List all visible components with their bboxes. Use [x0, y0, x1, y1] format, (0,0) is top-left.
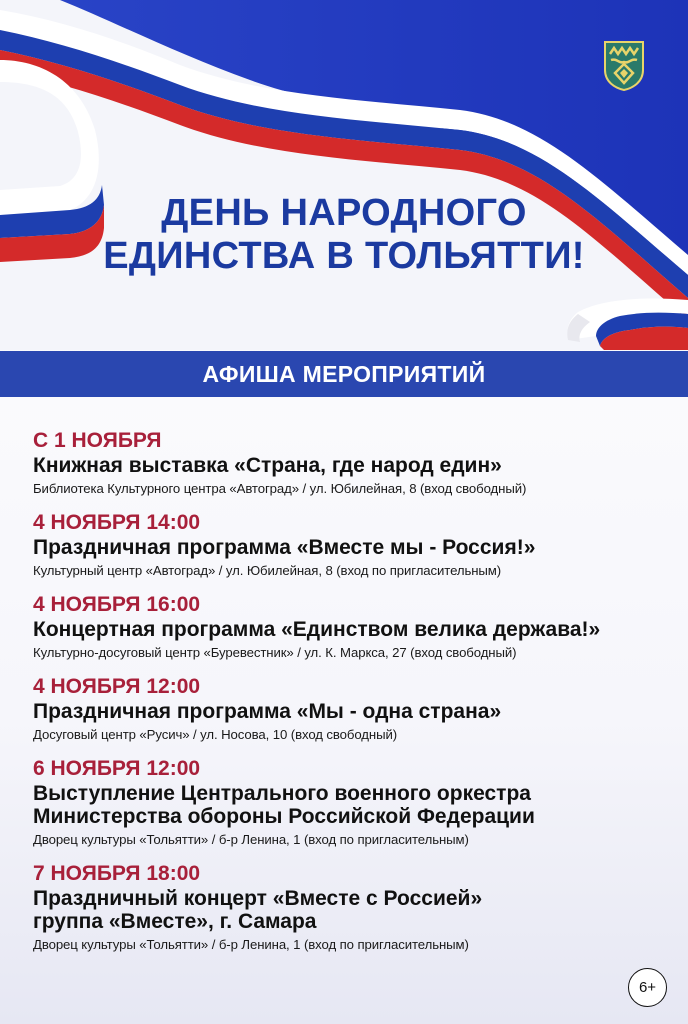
event-name-line-2: группа «Вместе», г. Самара — [33, 910, 317, 933]
event-item — [33, 429, 673, 498]
event-place: Культурный центр «Автоград» / ул. Юбилейная, 8 (вход по пригласительным) — [33, 563, 502, 578]
event-place: Дворец культуры «Тольятти» / б-р Ленина, 1 (вход по пригласительным) — [33, 832, 469, 847]
tolyatti-coat-of-arms-icon — [603, 40, 645, 92]
page-title — [0, 192, 688, 278]
event-name: Праздничная программа «Вместе мы - Россия!» — [33, 536, 536, 559]
event-item — [33, 511, 673, 580]
hero-section — [0, 0, 688, 350]
event-date: 7 НОЯБРЯ 18:00 — [33, 862, 201, 885]
event-place: Культурно-досуговый центр «Буревестник» / ул. К. Маркса, 27 (вход свободный) — [33, 645, 517, 660]
title-line-2: ЕДИНСТВА В ТОЛЬЯТТИ! — [103, 235, 585, 277]
event-name: Концертная программа «Единством велика держава!» — [33, 618, 601, 641]
event-date: С 1 НОЯБРЯ — [33, 429, 162, 452]
banner-label: АФИША МЕРОПРИЯТИЙ — [202, 360, 486, 387]
event-date: 4 НОЯБРЯ 12:00 — [33, 675, 201, 698]
event-date: 4 НОЯБРЯ 16:00 — [33, 593, 201, 616]
event-name: Праздничная программа «Мы - одна страна» — [33, 700, 502, 723]
event-item — [33, 862, 673, 954]
event-place: Дворец культуры «Тольятти» / б-р Ленина, 1 (вход по пригласительным) — [33, 937, 469, 952]
event-name: Книжная выставка «Страна, где народ един» — [33, 454, 502, 477]
event-item — [33, 757, 673, 849]
event-item — [33, 593, 673, 662]
event-item — [33, 675, 673, 744]
event-name-line-2: Министерства обороны Российской Федерации — [33, 805, 535, 828]
event-place: Библиотека Культурного центра «Автоград» / ул. Юбилейная, 8 (вход свободный) — [33, 481, 527, 496]
section-banner — [0, 351, 688, 397]
event-place: Досуговый центр «Русич» / ул. Носова, 10 (вход свободный) — [33, 727, 398, 742]
flag-ribbon-illustration — [0, 0, 688, 350]
event-name-line-1: Выступление Центрального военного оркестра — [33, 782, 531, 805]
event-name-line-1: Праздничный концерт «Вместе с Россией» — [33, 887, 483, 910]
title-line-1: ДЕНЬ НАРОДНОГО — [161, 192, 527, 234]
event-date: 6 НОЯБРЯ 12:00 — [33, 757, 201, 780]
event-date: 4 НОЯБРЯ 14:00 — [33, 511, 201, 534]
age-rating-badge: 6+ — [628, 968, 667, 1007]
events-list — [33, 429, 673, 967]
